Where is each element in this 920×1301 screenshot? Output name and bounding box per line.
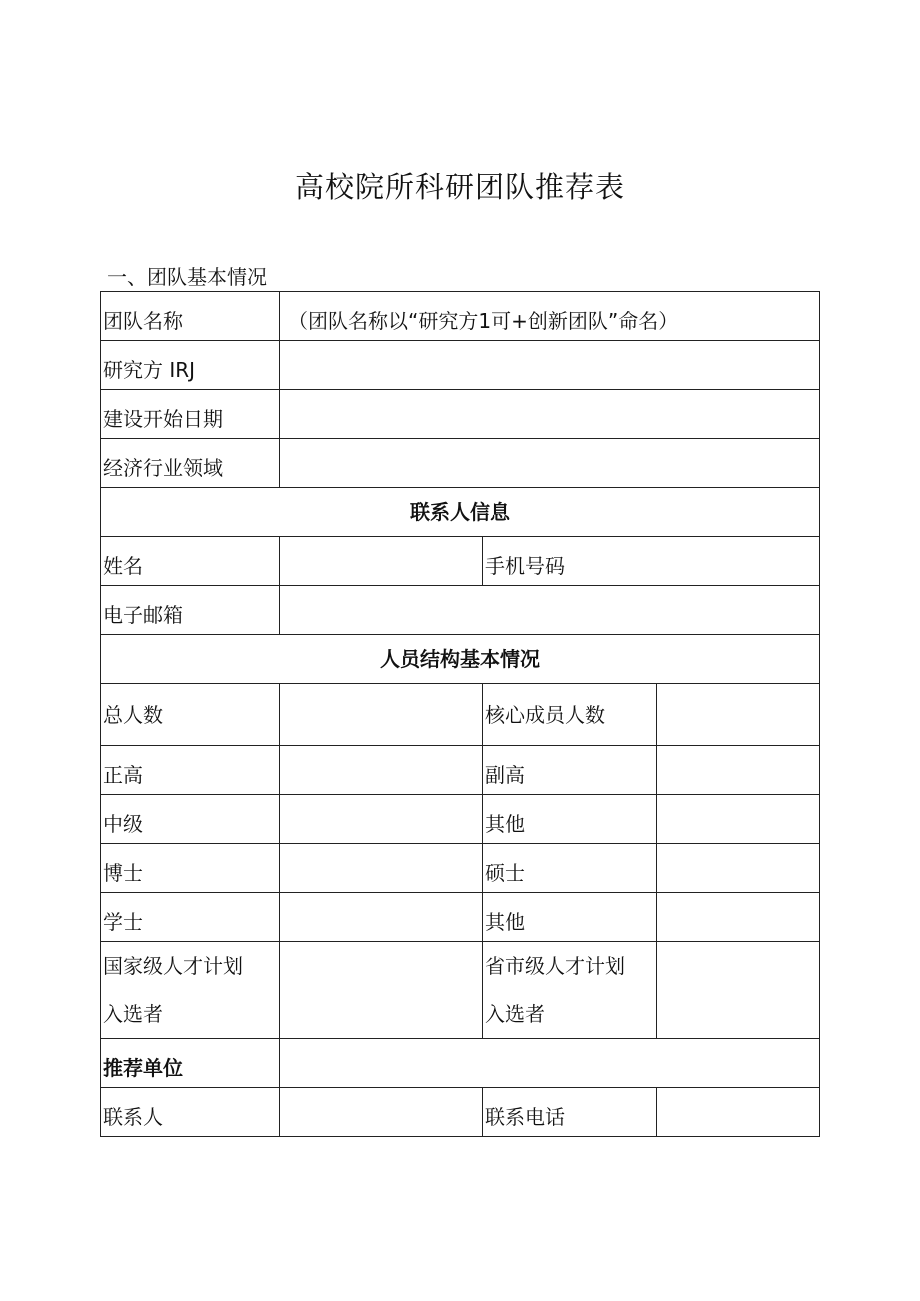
senior-label: 正高 xyxy=(101,746,280,795)
master-field[interactable] xyxy=(657,844,820,893)
contact-section-heading: 联系人信息 xyxy=(101,488,820,537)
recommending-unit-label: 推荐单位 xyxy=(101,1039,280,1088)
national-talent-line1: 国家级人才计划 xyxy=(103,954,243,978)
row-start-date xyxy=(101,390,820,439)
row-staff-section xyxy=(101,635,820,684)
other-degree-label: 其他 xyxy=(483,893,657,942)
bachelor-label: 学士 xyxy=(101,893,280,942)
other-degree-field[interactable] xyxy=(657,893,820,942)
total-field[interactable] xyxy=(280,684,483,746)
national-talent-line2: 入选者 xyxy=(103,1002,163,1026)
intermediate-label: 中级 xyxy=(101,795,280,844)
provincial-talent-field[interactable] xyxy=(657,942,820,1039)
row-talent-programs xyxy=(101,942,820,1039)
national-talent-label xyxy=(101,942,280,1039)
associate-label: 副高 xyxy=(483,746,657,795)
total-label: 总人数 xyxy=(101,684,280,746)
name-field[interactable] xyxy=(280,537,483,586)
phd-label: 博士 xyxy=(101,844,280,893)
row-industry xyxy=(101,439,820,488)
recommending-unit-field[interactable] xyxy=(280,1039,820,1088)
section-heading: 一、团队基本情况 xyxy=(107,265,267,289)
bachelor-field[interactable] xyxy=(280,893,483,942)
team-form-table xyxy=(100,291,820,1137)
row-contact-section xyxy=(101,488,820,537)
row-recommending-unit xyxy=(101,1039,820,1088)
row-email xyxy=(101,586,820,635)
intermediate-field[interactable] xyxy=(280,795,483,844)
research-direction-label: 研究方 IRJ xyxy=(101,341,280,390)
associate-field[interactable] xyxy=(657,746,820,795)
contact-phone-label: 联系电话 xyxy=(483,1088,657,1137)
row-research-direction xyxy=(101,341,820,390)
industry-label: 经济行业领域 xyxy=(101,439,280,488)
provincial-talent-line1: 省市级人才计划 xyxy=(485,954,625,978)
team-name-field[interactable]: （团队名称以“研究方1可+创新团队”命名） xyxy=(280,292,820,341)
research-direction-field[interactable] xyxy=(280,341,820,390)
phone-label[interactable]: 手机号码 xyxy=(483,537,820,586)
document-title: 高校院所科研团队推荐表 xyxy=(294,170,625,204)
row-intermediate-other xyxy=(101,795,820,844)
contact-person-field[interactable] xyxy=(280,1088,483,1137)
row-name-phone xyxy=(101,537,820,586)
email-field[interactable] xyxy=(280,586,820,635)
provincial-talent-label xyxy=(483,942,657,1039)
team-name-label: 团队名称 xyxy=(101,292,280,341)
start-date-field[interactable] xyxy=(280,390,820,439)
other-title-label: 其他 xyxy=(483,795,657,844)
row-bachelor-other xyxy=(101,893,820,942)
core-field[interactable] xyxy=(657,684,820,746)
row-contact-person xyxy=(101,1088,820,1137)
other-title-field[interactable] xyxy=(657,795,820,844)
phd-field[interactable] xyxy=(280,844,483,893)
row-senior-associate xyxy=(101,746,820,795)
contact-person-label: 联系人 xyxy=(101,1088,280,1137)
provincial-talent-line2: 入选者 xyxy=(485,1002,545,1026)
row-team-name xyxy=(101,292,820,341)
national-talent-field[interactable] xyxy=(280,942,483,1039)
row-total-core xyxy=(101,684,820,746)
industry-field[interactable] xyxy=(280,439,820,488)
senior-field[interactable] xyxy=(280,746,483,795)
core-label: 核心成员人数 xyxy=(483,684,657,746)
name-label: 姓名 xyxy=(101,537,280,586)
row-phd-master xyxy=(101,844,820,893)
start-date-label: 建设开始日期 xyxy=(101,390,280,439)
master-label: 硕士 xyxy=(483,844,657,893)
staff-section-heading: 人员结构基本情况 xyxy=(101,635,820,684)
contact-phone-field[interactable] xyxy=(657,1088,820,1137)
email-label: 电子邮箱 xyxy=(101,586,280,635)
